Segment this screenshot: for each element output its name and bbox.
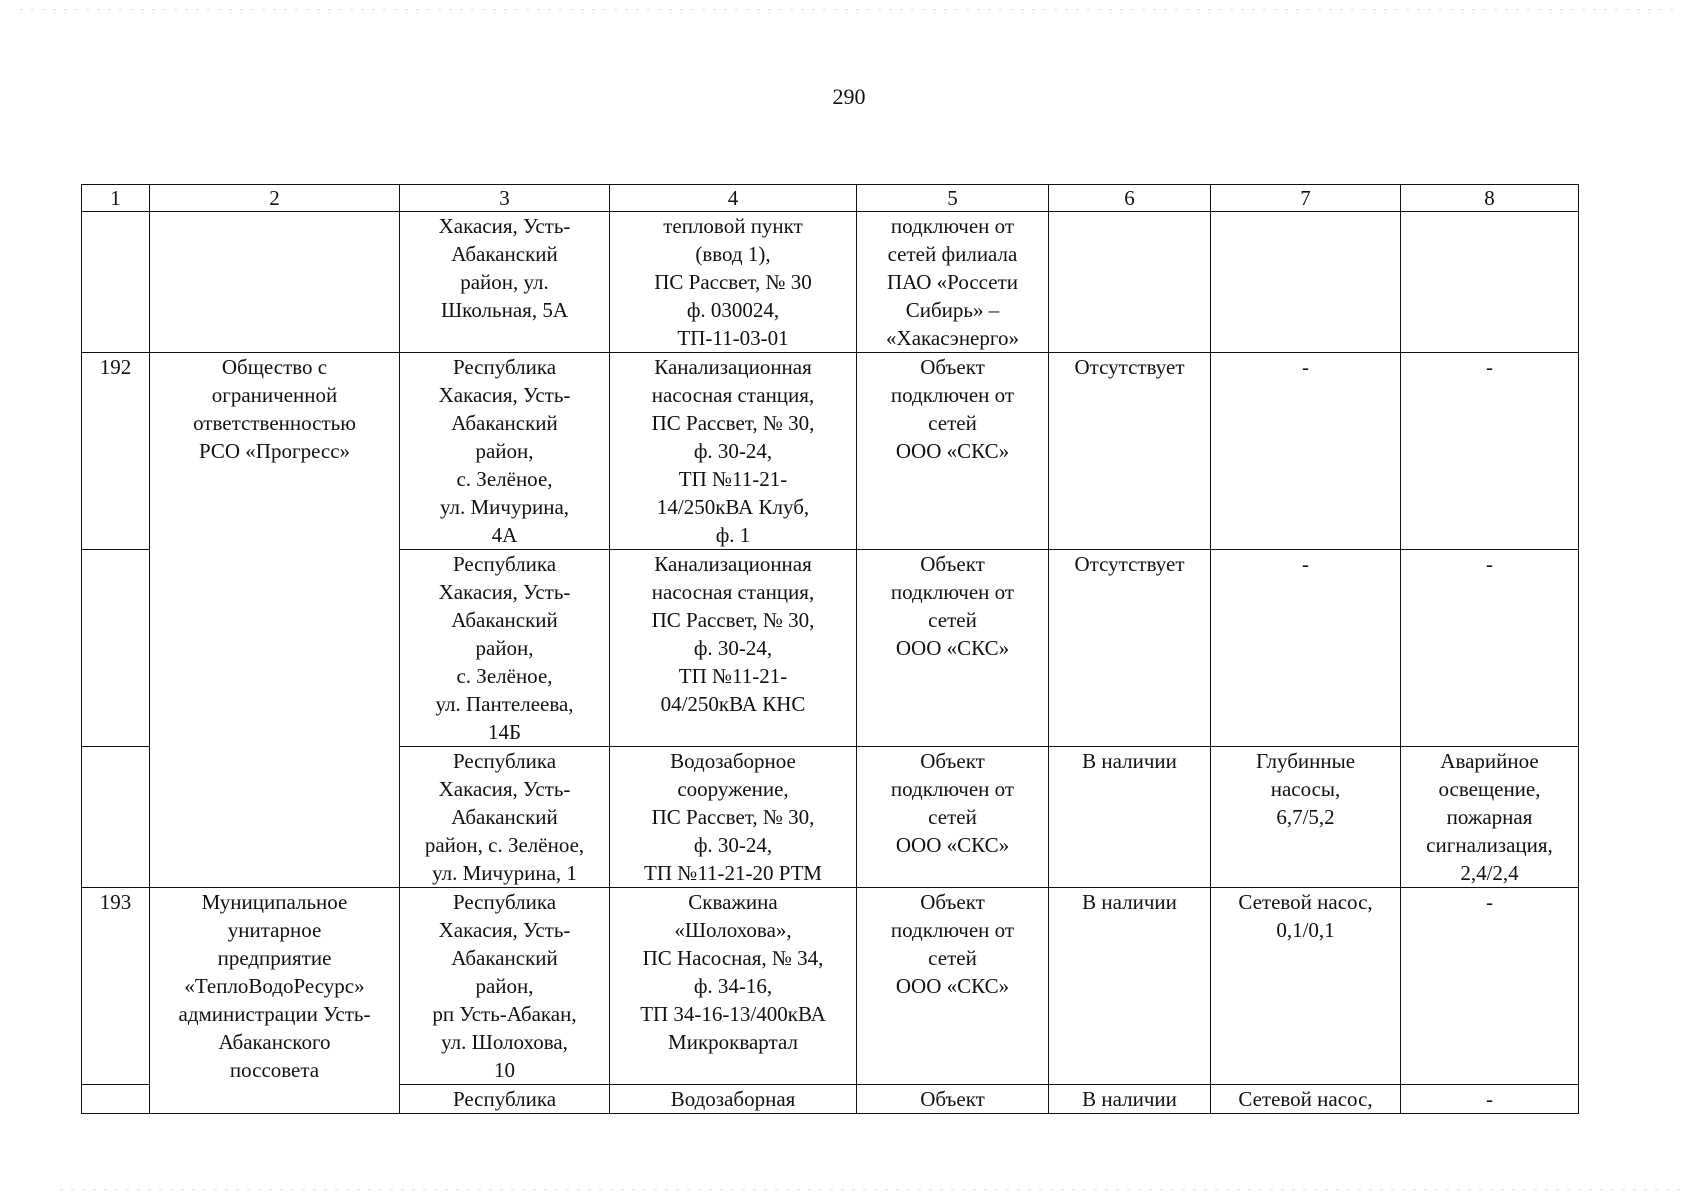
cell-address [400,1085,610,1114]
connection-line: подключен от [890,918,1015,942]
address-line: район, [475,974,534,998]
cell-object [610,353,857,550]
cell-organization [150,212,400,353]
cell-object [610,747,857,888]
organization-line: ответственностью [193,411,356,435]
cell-number [82,747,150,888]
equipment-line: 0,1/0,1 [1276,918,1335,942]
address-line: 10 [494,1058,515,1082]
cell-object [610,888,857,1085]
table-row [82,888,1579,1085]
address-line: Республика [452,1087,557,1111]
connection-line: подключен от [890,777,1015,801]
address-line: 4А [491,523,518,547]
connection-line: ООО «СКС» [895,974,1010,998]
address-line: Абаканский [451,946,558,970]
cell-number: 193 [82,888,150,1085]
object-line: ф. 30-24, [693,636,773,660]
cell-connection [857,550,1049,747]
address-line: ул. Шолохова, [441,1030,568,1054]
address-line: Абаканский [451,411,558,435]
other-line: пожарная [1446,805,1533,829]
address-line: Хакасия, Усть- [438,214,571,238]
column-header-4: 4 [610,185,857,212]
object-line: ф. 34-16, [693,974,773,998]
cell-other [1401,888,1579,1085]
address-line: район, [475,439,534,463]
equipment-line: Глубинные [1255,749,1356,773]
address-line: с. Зелёное, [456,467,553,491]
cell-connection [857,747,1049,888]
cell-equipment [1211,888,1401,1085]
cell-reserve: В наличии [1049,747,1211,888]
cell-number [82,550,150,747]
cell-connection [857,212,1049,353]
organization-line: предприятие [217,946,332,970]
object-line: Микроквартал [668,1030,798,1054]
object-line: ПС Рассвет, № 30 [654,270,812,294]
object-line: Водозаборная [670,1087,796,1111]
address-line: Абаканский [451,242,558,266]
address-line: ул. Пантелеева, [435,692,574,716]
object-line: ТП №11-21- [678,467,788,491]
object-line: «Шолохова», [674,918,792,942]
header-row [82,185,1579,212]
cell-address [400,212,610,353]
address-line: район, [475,636,534,660]
cell-equipment [1211,747,1401,888]
organization-line: Абаканского [218,1030,331,1054]
column-header-6: 6 [1049,185,1211,212]
other-line: - [1486,890,1493,914]
object-line: ТП 34-16-13/400кВА [640,1002,826,1026]
object-line: Канализационная [654,552,812,576]
connection-line: ПАО «Россети [886,270,1018,294]
address-line: Абаканский [451,805,558,829]
table-row [82,212,1579,353]
equipment-line: Сетевой насос, [1238,1087,1373,1111]
object-line: насосная станция, [651,580,815,604]
connection-line: ООО «СКС» [895,439,1010,463]
cell-number [82,212,150,353]
object-line: сооружение, [677,777,789,801]
cell-organization [150,888,400,1114]
cell-organization [150,353,400,888]
connection-line: сетей филиала [887,242,1018,266]
other-line: - [1486,355,1493,379]
organization-line: РСО «Прогресс» [198,439,351,463]
cell-other [1401,747,1579,888]
cell-equipment [1211,212,1401,353]
address-line: 14Б [487,720,522,744]
connection-line: Объект [920,355,985,379]
object-line: ф. 30-24, [693,833,773,857]
column-header-5: 5 [857,185,1049,212]
scan-artifact-top [20,9,1680,10]
address-line: Республика [452,890,557,914]
cell-other [1401,1085,1579,1114]
cell-address [400,353,610,550]
cell-connection [857,353,1049,550]
scan-artifact-bottom [60,1189,1680,1190]
connection-line: сетей [928,805,977,829]
column-header-8: 8 [1401,185,1579,212]
column-header-3: 3 [400,185,610,212]
cell-address [400,550,610,747]
address-line: район, с. Зелёное, [424,833,585,857]
cell-connection [857,1085,1049,1114]
other-line: - [1486,1087,1493,1111]
address-line: с. Зелёное, [456,664,553,688]
table-row [82,353,1579,550]
cell-equipment [1211,353,1401,550]
object-line: ТП №11-21-20 РТМ [644,861,822,885]
address-line: Республика [452,749,557,773]
cell-address [400,888,610,1085]
other-line: сигнализация, [1426,833,1553,857]
connection-line: сетей [928,608,977,632]
equipment-line: - [1302,355,1309,379]
object-line: ТП №11-21- [678,664,788,688]
data-table [81,184,1579,1114]
cell-reserve: В наличии [1049,1085,1211,1114]
cell-other [1401,212,1579,353]
cell-other [1401,550,1579,747]
connection-line: Сибирь» – [905,298,1000,322]
cell-object [610,550,857,747]
address-line: Хакасия, Усть- [438,918,571,942]
cell-reserve [1049,212,1211,353]
object-line: Канализационная [654,355,812,379]
organization-line: Общество с [221,355,328,379]
organization-line: «ТеплоВодоРесурс» [184,974,365,998]
cell-number: 192 [82,353,150,550]
organization-line: администрации Усть- [178,1002,371,1026]
organization-line: Муниципальное [201,890,348,914]
organization-line: ограниченной [211,383,338,407]
column-header-2: 2 [150,185,400,212]
connection-line: Объект [920,552,985,576]
cell-object [610,1085,857,1114]
cell-reserve: В наличии [1049,888,1211,1085]
cell-address [400,747,610,888]
equipment-line: 6,7/5,2 [1276,805,1335,829]
cell-equipment [1211,550,1401,747]
address-line: Хакасия, Усть- [438,580,571,604]
object-line: насосная станция, [651,383,815,407]
other-line: - [1486,552,1493,576]
organization-line: поссовета [229,1058,320,1082]
address-line: рп Усть-Абакан, [432,1002,577,1026]
connection-line: сетей [928,946,977,970]
address-line: Абаканский [451,608,558,632]
object-line: ф. 030024, [686,298,780,322]
connection-line: ООО «СКС» [895,833,1010,857]
cell-other [1401,353,1579,550]
connection-line: сетей [928,411,977,435]
address-line: Республика [452,552,557,576]
connection-line: Объект [920,890,985,914]
address-line: Школьная, 5А [441,298,568,322]
object-line: тепловой пункт [663,214,803,238]
cell-number [82,1085,150,1114]
address-line: Республика [452,355,557,379]
object-line: (ввод 1), [695,242,771,266]
cell-connection [857,888,1049,1085]
address-line: район, ул. [460,270,549,294]
cell-equipment [1211,1085,1401,1114]
object-line: Скважина [688,890,778,914]
connection-line: подключен от [890,383,1015,407]
object-line: ТП-11-03-01 [677,326,789,350]
object-line: ПС Рассвет, № 30, [651,805,815,829]
object-line: 14/250кВА Клуб, [656,495,810,519]
other-line: освещение, [1438,777,1541,801]
object-line: Водозаборное [670,749,796,773]
cell-reserve: Отсутствует [1049,550,1211,747]
page-number: 290 [832,84,866,109]
cell-reserve: Отсутствует [1049,353,1211,550]
other-line: Аварийное [1440,749,1539,773]
organization-line: унитарное [227,918,322,942]
object-line: ф. 30-24, [693,439,773,463]
column-header-1: 1 [82,185,150,212]
object-line: ПС Рассвет, № 30, [651,608,815,632]
object-line: ф. 1 [715,523,751,547]
cell-object [610,212,857,353]
connection-line: Объект [920,1087,985,1111]
object-line: ПС Рассвет, № 30, [651,411,815,435]
address-line: ул. Мичурина, 1 [432,861,577,885]
connection-line: подключен от [890,214,1015,238]
connection-line: ООО «СКС» [895,636,1010,660]
address-line: Хакасия, Усть- [438,777,571,801]
object-line: 04/250кВА КНС [660,692,806,716]
equipment-line: - [1302,552,1309,576]
connection-line: Объект [920,749,985,773]
object-line: ПС Насосная, № 34, [642,946,824,970]
equipment-line: Сетевой насос, [1238,890,1373,914]
other-line: 2,4/2,4 [1460,861,1519,885]
connection-line: «Хакасэнерго» [886,326,1019,350]
equipment-line: насосы, [1270,777,1341,801]
address-line: ул. Мичурина, [439,495,570,519]
address-line: Хакасия, Усть- [438,383,571,407]
connection-line: подключен от [890,580,1015,604]
column-header-7: 7 [1211,185,1401,212]
